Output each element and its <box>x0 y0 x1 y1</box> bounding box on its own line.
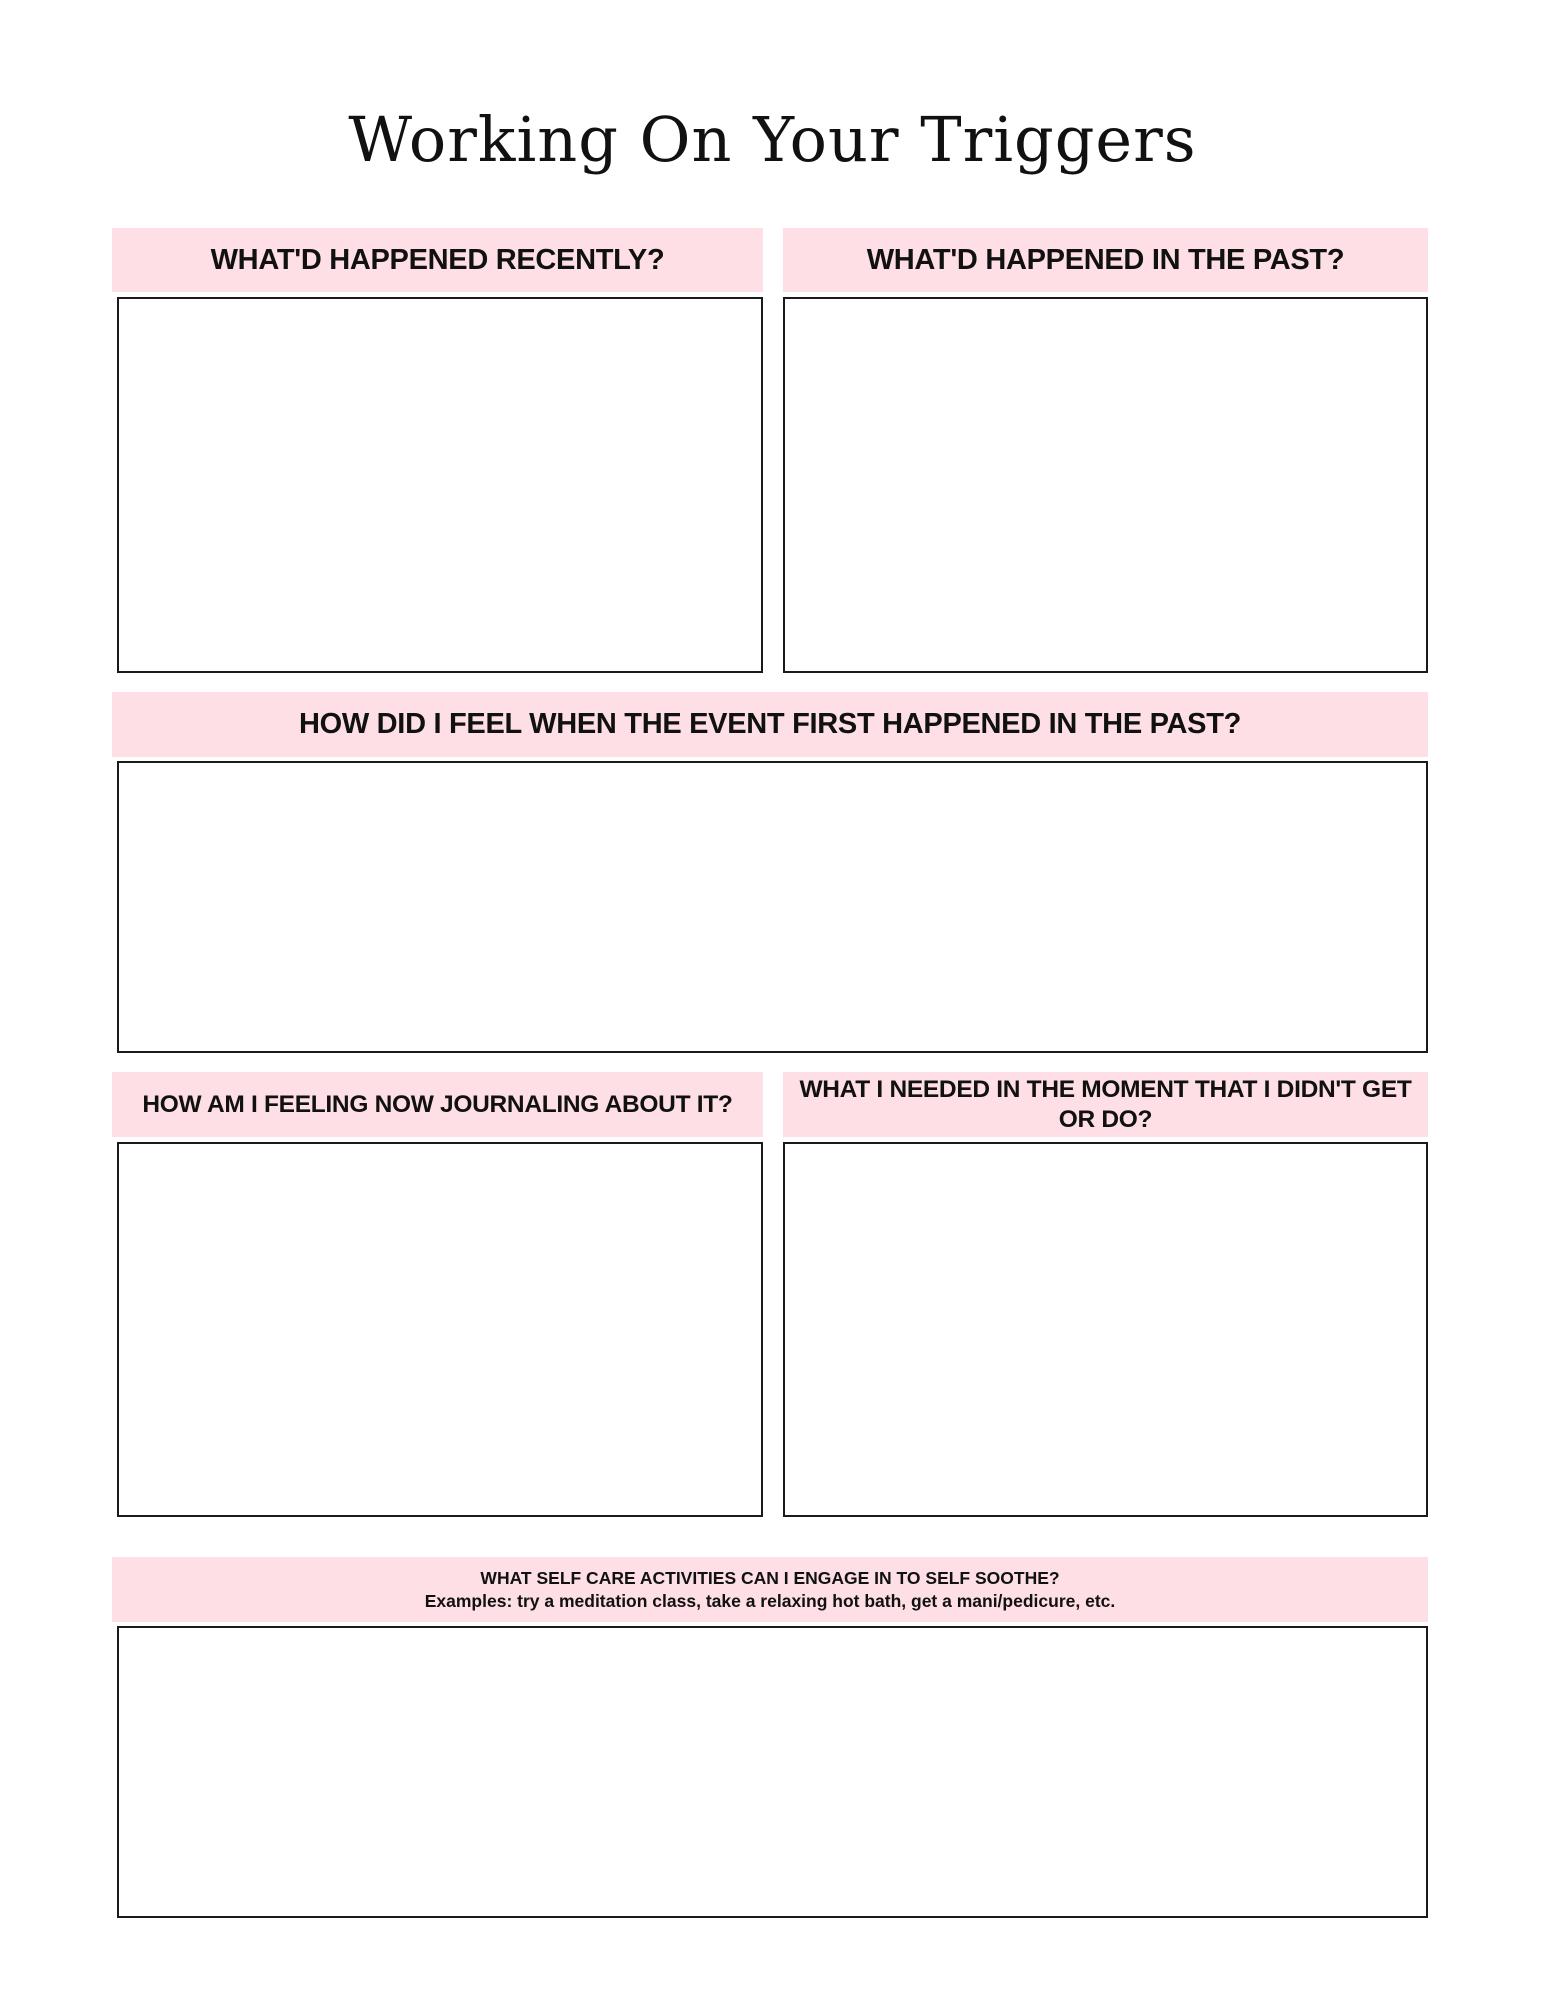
heading-how-am-i-feeling-now <box>112 1072 763 1137</box>
heading-self-care-activities <box>112 1557 1428 1622</box>
how-am-i-feeling-now-field[interactable] <box>117 1142 763 1517</box>
heading-label: WHAT'D HAPPENED RECENTLY? <box>210 243 665 276</box>
heading-label: HOW DID I FEEL WHEN THE EVENT FIRST HAPPENED IN THE PAST? <box>298 708 1242 740</box>
heading-label: WHAT SELF CARE ACTIVITIES CAN I ENGAGE IN TO SELF SOOTHE? <box>480 1567 1060 1588</box>
heading-examples: Examples: try a meditation class, take a relaxing hot bath, get a mani/pedicure, etc. <box>424 1590 1116 1611</box>
heading-what-i-needed <box>783 1072 1428 1137</box>
how-did-i-feel-past-field[interactable] <box>117 761 1428 1053</box>
heading-what-happened-recently <box>112 228 763 292</box>
what-i-needed-field[interactable] <box>783 1142 1428 1517</box>
heading-what-happened-in-past <box>783 228 1428 292</box>
page-title: Working On Your Triggers <box>348 103 1197 176</box>
heading-how-did-i-feel-past <box>112 692 1428 757</box>
what-happened-in-past-field[interactable] <box>783 297 1428 673</box>
self-care-activities-field[interactable] <box>117 1626 1428 1918</box>
heading-label: WHAT'D HAPPENED IN THE PAST? <box>866 243 1345 276</box>
what-happened-recently-field[interactable] <box>117 297 763 673</box>
heading-label: WHAT I NEEDED IN THE MOMENT THAT I DIDN'T GET OR DO? <box>799 1075 1412 1133</box>
heading-label: HOW AM I FEELING NOW JOURNALING ABOUT IT? <box>142 1090 733 1118</box>
